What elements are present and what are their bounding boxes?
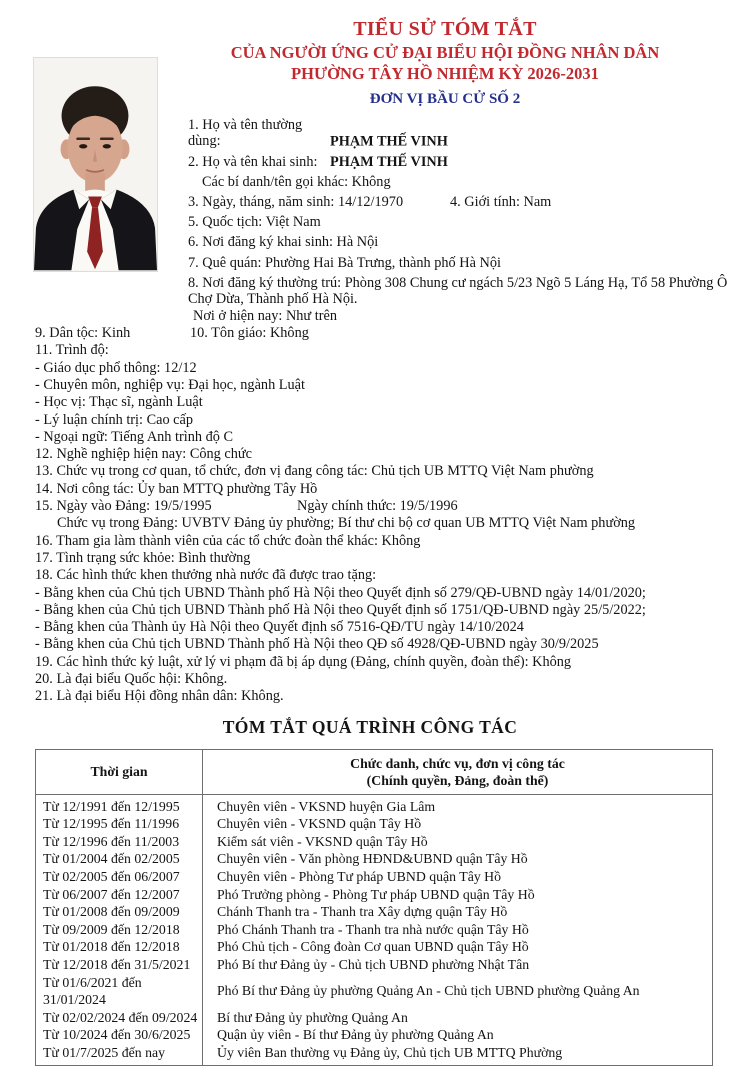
row-time-period: Từ 01/6/2021 đến 31/01/2024 (36, 974, 203, 1009)
field-common-name (188, 117, 734, 150)
field-occupation: 12. Nghề nghiệp hiện nay: Công chức (35, 446, 252, 463)
table-row (36, 903, 713, 921)
row-time-period: Từ 10/2024 đến 30/6/2025 (36, 1026, 203, 1044)
row-position: Phó Chánh Thanh tra - Thanh tra nhà nước quận Tây Hồ (217, 921, 529, 937)
row-time-period: Từ 01/7/2025 đến nay (36, 1044, 203, 1066)
table-row (36, 938, 713, 956)
field-education-professional: - Chuyên môn, nghiệp vụ: Đại học, ngành Luật (35, 376, 306, 393)
work-history-table-header (36, 749, 713, 794)
field-permanent-residence: 8. Nơi đăng ký thường trú: Phòng 308 Chung cư ngách 5/23 Ngõ 5 Láng Hạ, Tổ 58 Phường Ô Chợ Dừa, Thành phố Hà Nội. (188, 274, 728, 308)
personal-info-right-column (188, 117, 734, 324)
table-row (36, 850, 713, 868)
election-unit: ĐƠN VỊ BẦU CỬ SỐ 2 (369, 91, 521, 107)
field-aliases: Các bí danh/tên gọi khác: Không (202, 173, 391, 190)
field-party-official-date: Ngày chính thức: 19/5/1996 (297, 498, 458, 515)
field-birth-name-value: PHẠM THẾ VINH (330, 153, 448, 170)
field-ethnicity-religion (35, 325, 734, 342)
field-current-position: 13. Chức vụ trong cơ quan, tổ chức, đơn vị đang công tác: Chủ tịch UB MTTQ Việt Nam phường (35, 463, 594, 480)
field-workplace: 14. Nơi công tác: Ủy ban MTTQ phường Tây Hồ (35, 480, 318, 497)
field-award-1: - Bằng khen của Chủ tịch UBND Thành phố Hà Nội theo Quyết định số 279/QĐ-UBND ngày 14/01/2020; (35, 584, 646, 601)
row-position: Phó Trưởng phòng - Phòng Tư pháp UBND quận Tây Hồ (217, 886, 535, 902)
work-history-table-body (36, 794, 713, 1066)
field-birthdate-gender (188, 194, 734, 210)
field-party-dates (35, 498, 734, 515)
row-position: Chuyên viên - VKSND huyện Gia Lâm (217, 798, 436, 814)
field-party-join-date: 15. Ngày vào Đảng: 19/5/1995 (35, 498, 212, 515)
row-position: Phó Bí thư Đảng ủy phường Quảng An - Chủ tịch UBND phường Quảng An (217, 983, 640, 999)
row-time-period: Từ 01/2004 đến 02/2005 (36, 850, 203, 868)
column-header-time: Thời gian (36, 749, 203, 794)
personal-info-full-width (35, 325, 734, 706)
row-time-period: Từ 01/2018 đến 12/2018 (36, 938, 203, 956)
field-common-name-value: PHẠM THẾ VINH (330, 133, 448, 150)
field-education-degree: - Học vị: Thạc sĩ, ngành Luật (35, 394, 203, 411)
table-row (36, 815, 713, 833)
column-header-position-line1: Chức danh, chức vụ, đơn vị công tác (350, 755, 565, 771)
field-nationality: 5. Quốc tịch: Việt Nam (188, 214, 321, 231)
row-time-period: Từ 01/2008 đến 09/2009 (36, 903, 203, 921)
field-peoples-council-member: 21. Là đại biểu Hội đồng nhân dân: Không. (35, 688, 284, 705)
field-award-3: - Bằng khen của Thành ủy Hà Nội theo Quyết định số 7516-QĐ/TU ngày 14/10/2024 (35, 619, 524, 636)
row-time-period: Từ 12/1991 đến 12/1995 (36, 794, 203, 815)
field-ethnicity: 9. Dân tộc: Kinh (35, 325, 131, 342)
field-award-2: - Bằng khen của Chủ tịch UBND Thành phố Hà Nội theo Quyết định số 1751/QĐ-UBND ngày 25/5/2022; (35, 601, 646, 618)
table-row (36, 868, 713, 886)
row-time-period: Từ 06/2007 đến 12/2007 (36, 886, 203, 904)
field-health-status: 17. Tình trạng sức khỏe: Bình thường (35, 549, 251, 566)
table-row (36, 974, 713, 1009)
row-time-period: Từ 09/2009 đến 12/2018 (36, 921, 203, 939)
field-award-4: - Bằng khen của Chủ tịch UBND Thành phố Hà Nội theo QĐ số 4928/QĐ-UBND ngày 30/9/2025 (35, 636, 599, 653)
table-row (36, 886, 713, 904)
page-subtitle-1: CỦA NGƯỜI ỨNG CỬ ĐẠI BIỂU HỘI ĐỒNG NHÂN DÂN (230, 43, 660, 62)
table-row (36, 1026, 713, 1044)
field-birthdate: 3. Ngày, tháng, năm sinh: 14/12/1970 (188, 194, 404, 211)
field-birth-registration: 6. Nơi đăng ký khai sinh: Hà Nội (188, 234, 379, 251)
row-time-period: Từ 02/02/2024 đến 09/2024 (36, 1009, 203, 1027)
document-header (150, 0, 740, 109)
field-gender: 4. Giới tính: Nam (450, 194, 552, 211)
table-row (36, 794, 713, 815)
column-header-position (203, 749, 713, 794)
row-position: Quận ủy viên - Bí thư Đảng ủy phường Quảng An (217, 1027, 494, 1043)
work-history-table (35, 749, 713, 1066)
field-education-language: - Ngoại ngữ: Tiếng Anh trình độ C (35, 428, 233, 445)
field-disciplinary-actions: 19. Các hình thức kỷ luật, xử lý vi phạm đã bị áp dụng (Đảng, chính quyền, đoàn thể): Không (35, 653, 572, 670)
row-position: Chuyên viên - Văn phòng HĐND&UBND quận Tây Hồ (217, 851, 528, 867)
field-awards-heading: 18. Các hình thức khen thưởng nhà nước đã được trao tặng: (35, 567, 377, 584)
field-birth-name (188, 154, 734, 170)
table-row (36, 956, 713, 974)
field-common-name-label: 1. Họ và tên thường dùng: (188, 117, 303, 150)
row-time-period: Từ 12/1996 đến 11/2003 (36, 833, 203, 851)
row-time-period: Từ 12/2018 đến 31/5/2021 (36, 956, 203, 974)
row-time-period: Từ 12/1995 đến 11/1996 (36, 815, 203, 833)
field-national-assembly-member: 20. Là đại biểu Quốc hội: Không. (35, 670, 228, 687)
field-birth-name-label: 2. Họ và tên khai sinh: (188, 153, 318, 170)
table-row (36, 1044, 713, 1066)
field-education-general: - Giáo dục phổ thông: 12/12 (35, 359, 197, 376)
row-position: Phó Bí thư Đảng ủy - Chủ tịch UBND phường Nhật Tân (217, 956, 530, 972)
page-subtitle-2: PHƯỜNG TÂY HỒ NHIỆM KỲ 2026-2031 (291, 64, 599, 83)
row-time-period: Từ 02/2005 đến 06/2007 (36, 868, 203, 886)
work-history-section-title: TÓM TẮT QUÁ TRÌNH CÔNG TÁC (222, 716, 518, 737)
row-position: Chánh Thanh tra - Thanh tra Xây dựng quận Tây Hồ (217, 904, 508, 920)
column-header-position-line2: (Chính quyền, Đảng, đoàn thể) (366, 772, 549, 788)
row-position: Ủy viên Ban thường vụ Đảng ủy, Chủ tịch UB MTTQ Phường (217, 1044, 563, 1060)
row-position: Chuyên viên - VKSND quận Tây Hồ (217, 816, 422, 832)
table-row (36, 833, 713, 851)
field-hometown: 7. Quê quán: Phường Hai Bà Trưng, thành phố Hà Nội (188, 254, 501, 271)
field-other-organizations: 16. Tham gia làm thành viên của các tổ chức đoàn thể khác: Không (35, 532, 421, 549)
portrait-illustration (34, 58, 157, 271)
table-row (36, 921, 713, 939)
row-position: Chuyên viên - Phòng Tư pháp UBND quận Tây Hồ (217, 868, 502, 884)
row-position: Bí thư Đảng ủy phường Quảng An (217, 1009, 408, 1025)
row-position: Phó Chủ tịch - Công đoàn Cơ quan UBND quận Tây Hồ (217, 939, 529, 955)
field-current-residence: Nơi ở hiện nay: Như trên (193, 307, 337, 324)
row-position: Kiểm sát viên - VKSND quận Tây Hồ (217, 833, 428, 849)
candidate-photo (33, 57, 158, 272)
field-religion: 10. Tôn giáo: Không (190, 325, 309, 342)
page-title: TIỂU SỬ TÓM TẮT (353, 18, 537, 40)
field-party-position: Chức vụ trong Đảng: UVBTV Đảng ủy phường; Bí thư chi bộ cơ quan UB MTTQ Việt Nam phường (57, 515, 636, 532)
field-education-politics: - Lý luận chính trị: Cao cấp (35, 411, 194, 428)
field-education-heading: 11. Trình độ: (35, 342, 109, 359)
table-row (36, 1009, 713, 1027)
